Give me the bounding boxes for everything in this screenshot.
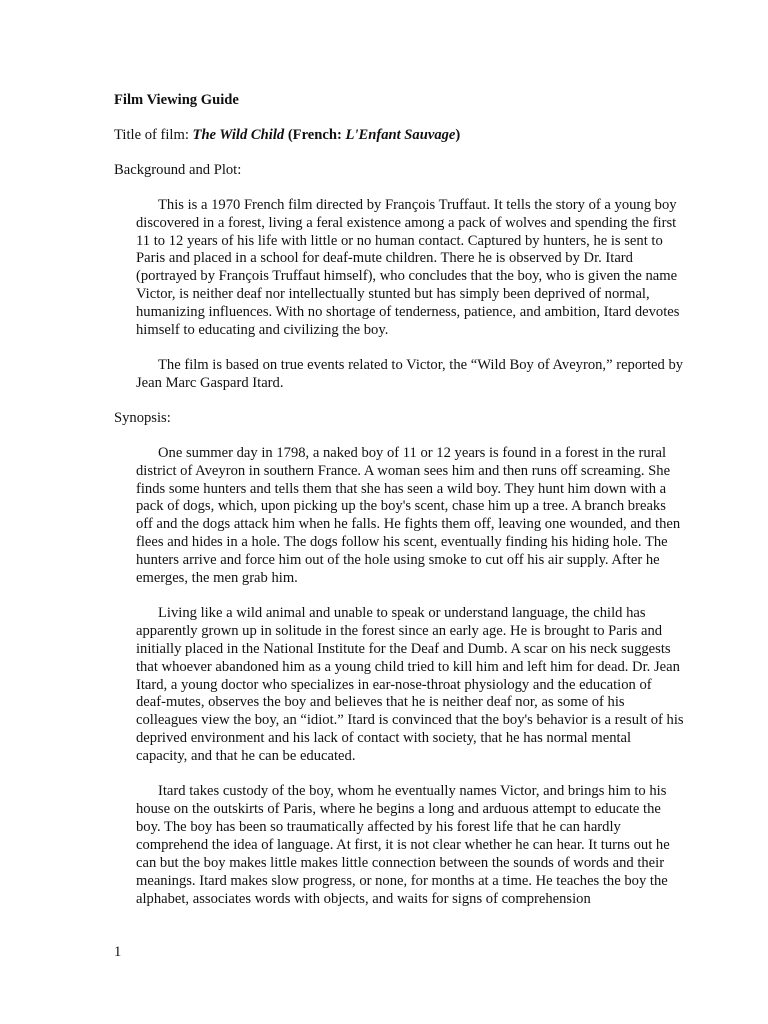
french-suffix: ) [455, 126, 461, 143]
french-prefix: (French: [284, 126, 346, 143]
french-title: L'Enfant Sauvage [345, 126, 456, 143]
document-body [114, 92, 684, 925]
page-number: 1 [114, 944, 122, 960]
film-title-line [114, 127, 684, 145]
film-title: The Wild Child [192, 126, 285, 143]
synopsis-paragraph: Living like a wild animal and unable to speak or understand language, the child has apparently grown up in solitude in the forest since an early age. He is brought to Paris and initially placed in the National Institute for the Deaf and Dumb. A scar on his neck suggests that whoever abandoned him as a young child tried to kill him and left him for dead. Dr. Jean Itard, a young doctor who specializes in ear-nose-throat physiology and the education of deaf-mutes, observes the boy and believes that he is neither deaf nor, as some of his colleagues view the boy, an “idiot.” Itard is convinced that the boy's behavior is a result of his deprived environment and his lack of contact with society, that he has normal mental capacity, and that he can be educated. [136, 604, 684, 765]
background-paragraph: This is a 1970 French film directed by François Truffaut. It tells the story of a young boy discovered in a forest, living a feral existence among a pack of wolves and spending the first 11 to 12 years of his life with little or no human contact. Captured by hunters, he is sent to Paris and placed in a school for deaf-mute children. There he is observed by Dr. Itard (portrayed by François Truffaut himself), who concludes that the boy, who is given the name Victor, is neither deaf nor intellectually stunted but has simply been deprived of normal, humanizing influences. With no shortage of tenderness, patience, and ambition, Itard devotes himself to educating and civilizing the boy. [136, 196, 680, 339]
title-label: Title of film: [114, 126, 193, 143]
background-heading: Background and Plot: [114, 161, 242, 178]
synopsis-paragraph: Itard takes custody of the boy, whom he eventually names Victor, and brings him to his house on the outskirts of Paris, where he begins a long and arduous attempt to educate the boy. The boy has been so traumatically affected by his forest life that he can hardly comprehend the idea of language. At first, it is not clear whether he can hear. It turns out he can but the boy makes little makes little connection between the sounds of words and their meanings. Itard makes slow progress, or none, for months at a time. He teaches the boy the alphabet, associates words with objects, and waits for signs of comprehension [136, 783, 670, 907]
synopsis-heading: Synopsis: [114, 409, 171, 426]
synopsis-paragraph: One summer day in 1798, a naked boy of 11 or 12 years is found in a forest in the rural district of Aveyron in southern France. A woman sees him and then runs off screaming. She finds some hunters and tells them that she has seen a wild boy. They hunt him down with a pack of dogs, which, upon picking up the boy's scent, chase him up a tree. A branch breaks off and the dogs attack him when he falls. He fights them off, leaving one wounded, and then flees and hides in a hole. The dogs follow his scent, eventually finding his hiding hole. The hunters arrive and force him out of the hole using smoke to cut off his air supply. After he emerges, the men grab him. [136, 444, 681, 587]
background-paragraph: The film is based on true events related to Victor, the “Wild Boy of Aveyron,” reported by Jean Marc Gaspard Itard. [136, 356, 684, 391]
document-heading: Film Viewing Guide [114, 92, 239, 108]
